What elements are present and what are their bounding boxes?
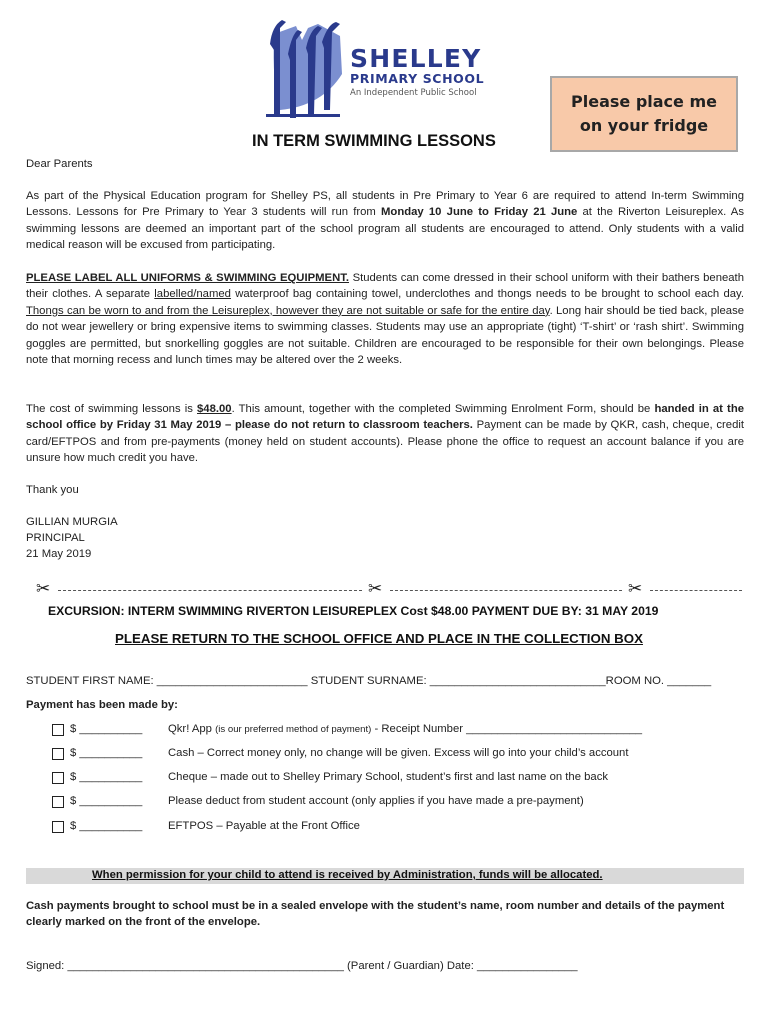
payment-amount[interactable]: $ __________ <box>70 820 143 832</box>
school-tagline: An Independent Public School <box>350 88 477 98</box>
equipment-text-b: Students can come dressed in their school uniform with their bathers beneath their clothes. A separate <box>26 272 744 301</box>
lesson-dates: Monday 10 June to Friday 21 June <box>381 206 578 219</box>
signatory-name: GILLIAN MURGIA <box>26 516 118 528</box>
checkbox-icon[interactable] <box>52 821 64 833</box>
student-first-name-field[interactable]: STUDENT FIRST NAME: ________________________ <box>26 675 308 687</box>
checkbox-icon[interactable] <box>52 796 64 808</box>
intro-text-c: at the Riverton Leisureplex. As swimming lessons are deemed an important part of the school program all students are encouraged to attend. Only students with a valid medical reason will be excused from participating. <box>26 206 744 252</box>
scissors-icon: ✂ <box>628 579 643 598</box>
checkbox-icon[interactable] <box>52 724 64 736</box>
equipment-paragraph <box>26 270 744 368</box>
payment-desc-text: Qkr! App <box>168 723 216 735</box>
intro-text-a: As part of the Physical Education program for Shelley PS, all students in Pre Primary to Year 6 are required to attend In-term Swimming Lessons. Lessons for Pre Primary to Year 3 students will run from <box>26 190 744 219</box>
payment-description <box>168 723 642 735</box>
checkbox-icon[interactable] <box>52 772 64 784</box>
signature-line[interactable]: Signed: ____________________________________________ (Parent / Guardian) Date: ________________ <box>26 960 578 972</box>
cost-paragraph <box>26 401 744 467</box>
signatory-role: PRINCIPAL <box>26 532 85 544</box>
thongs-warning: Thongs can be worn to and from the Leisureplex, however they are not suitable or safe for the entire day <box>26 304 550 317</box>
receipt-number-field[interactable]: - Receipt Number ____________________________ <box>371 723 643 735</box>
payment-description: Cheque – made out to Shelley Primary School, student’s first and last name on the back <box>168 771 608 783</box>
cost-amount: $48.00 <box>197 403 232 415</box>
permission-note: When permission for your child to attend is received by Administration, funds will be allocated. <box>92 869 603 881</box>
room-number-field[interactable]: ROOM NO. _______ <box>605 675 712 687</box>
student-surname-field[interactable]: STUDENT SURNAME: ____________________________ <box>310 675 606 687</box>
cut-dash <box>58 590 362 591</box>
cash-payment-note: Cash payments brought to school must be in a sealed envelope with the student’s name, room number and details of the payment clearly marked on the front of the envelope. <box>26 900 725 929</box>
payment-amount[interactable]: $ __________ <box>70 747 143 759</box>
cut-dash <box>390 590 622 591</box>
payment-description: EFTPOS – Payable at the Front Office <box>168 820 360 832</box>
scissors-icon: ✂ <box>36 579 51 598</box>
equipment-text-d: waterproof bag containing towel, underclothes and thongs needs to be brought to school each day. <box>230 288 744 301</box>
payment-amount[interactable]: $ __________ <box>70 723 143 735</box>
fridge-note-text: Please place me on your fridge <box>571 92 717 135</box>
cost-text-e: Payment can be made by QKR, cash, cheque, credit card/EFTPOS and from pre-payments (money held on student accounts). Please phone the office to request an account balance if you are unsure how much credit you have. <box>26 419 744 465</box>
school-subtitle: PRIMARY SCHOOL <box>350 71 485 86</box>
page-title: IN TERM SWIMMING LESSONS <box>252 132 496 150</box>
thank-you: Thank you <box>26 484 79 496</box>
intro-paragraph <box>26 188 744 254</box>
cut-line <box>26 580 744 600</box>
payment-option-eftpos[interactable] <box>52 820 732 836</box>
letter-date: 21 May 2019 <box>26 548 92 560</box>
cost-text-c: . This amount, together with the completed Swimming Enrolment Form, should be <box>231 403 655 415</box>
payment-amount[interactable]: $ __________ <box>70 795 143 807</box>
payment-method-label: Payment has been made by: <box>26 699 178 711</box>
payment-option-student-account[interactable] <box>52 795 732 811</box>
labelled-named-text: labelled/named <box>154 288 231 301</box>
checkbox-icon[interactable] <box>52 748 64 760</box>
fridge-note-box <box>550 76 738 152</box>
payment-option-cash[interactable] <box>52 747 732 763</box>
payment-option-qkr[interactable] <box>52 723 732 739</box>
payment-description: Please deduct from student account (only applies if you have made a pre-payment) <box>168 795 584 807</box>
payment-option-cheque[interactable] <box>52 771 732 787</box>
cost-text-a: The cost of swimming lessons is <box>26 403 198 415</box>
greeting: Dear Parents <box>26 158 93 170</box>
heron-birds-logo-icon <box>262 14 352 122</box>
equipment-text-f: . Long hair should be tied back, please do not wear jewellery or bring expensive items to swimming classes. Students may use an appropriate (tight) ‘T-shirt’ or ‘rash shirt’. Swimming goggles are permitted, but snorkelling goggles are not suitable. Children are encouraged to be responsible for their own belongings. Please note that morning recess and lunch times may be altered over the 2 weeks. <box>26 304 745 367</box>
student-fields-row <box>26 675 711 687</box>
scissors-icon: ✂ <box>368 579 383 598</box>
permission-banner <box>26 868 744 884</box>
payment-amount[interactable]: $ __________ <box>70 771 143 783</box>
label-uniforms-heading: PLEASE LABEL ALL UNIFORMS & SWIMMING EQUIPMENT. <box>26 272 350 284</box>
school-name: SHELLEY <box>350 44 482 73</box>
payment-description: Cash – Correct money only, no change will be given. Excess will go into your child’s account <box>168 747 629 759</box>
return-instruction: PLEASE RETURN TO THE SCHOOL OFFICE AND PLACE IN THE COLLECTION BOX <box>115 631 643 646</box>
payment-desc-note: (is our preferred method of payment) <box>215 724 372 735</box>
hand-in-deadline: handed in at the school office by Friday 31 May 2019 – please do not return to classroom teachers. <box>26 403 744 432</box>
excursion-header: EXCURSION: INTERM SWIMMING RIVERTON LEISUREPLEX Cost $48.00 PAYMENT DUE BY: 31 MAY 2019 <box>48 604 659 618</box>
cut-dash <box>650 590 742 591</box>
